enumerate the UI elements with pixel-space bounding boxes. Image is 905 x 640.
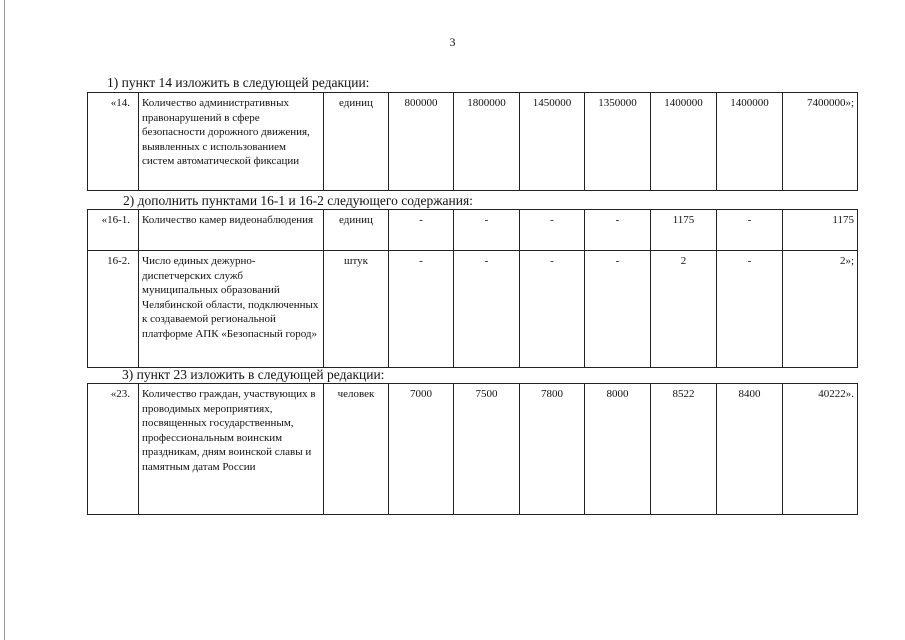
section-heading-1: 1) пункт 14 изложить в следующей редакции: (107, 75, 370, 90)
table-row-23 (88, 384, 858, 515)
row-unit: единиц (324, 210, 389, 251)
row-value-2: - (454, 251, 520, 368)
row-total: 40222». (783, 384, 858, 515)
row-unit: единиц (324, 93, 389, 191)
row-total: 1175 (783, 210, 858, 251)
table-row-16-1 (88, 210, 858, 251)
row-number: «14. (88, 93, 139, 191)
row-description: Число единых дежурно-диспетчерских служб муниципальных образований Челябинской области, подключенных к создаваемой региональной платформе АПК «Безопасный город» (139, 251, 324, 368)
section-heading-3: 3) пункт 23 изложить в следующей редакции: (122, 367, 385, 382)
row-value-6: 1400000 (717, 93, 783, 191)
section-heading-2: 2) дополнить пунктами 16-1 и 16-2 следующего содержания: (123, 193, 473, 208)
row-value-4: 1350000 (585, 93, 651, 191)
row-value-5: 1400000 (651, 93, 717, 191)
row-description: Количество камер видеонаблюдения (139, 210, 324, 251)
row-description: Количество административных правонарушений в сфере безопасности дорожного движения, выявленных с использованием систем автоматической фиксации (139, 93, 324, 191)
page-edge-line (4, 0, 5, 640)
section-table-2 (87, 209, 858, 368)
table-row-16-2 (88, 251, 858, 368)
section-table-1 (87, 92, 858, 191)
row-value-3: - (520, 251, 585, 368)
row-value-3: 7800 (520, 384, 585, 515)
row-value-1: - (389, 210, 454, 251)
page-number: 3 (449, 35, 456, 49)
row-value-2: 1800000 (454, 93, 520, 191)
row-value-2: - (454, 210, 520, 251)
row-value-4: 8000 (585, 384, 651, 515)
row-total: 7400000»; (783, 93, 858, 191)
row-value-6: - (717, 251, 783, 368)
row-unit: человек (324, 384, 389, 515)
row-description: Количество граждан, участвующих в проводимых мероприятиях, посвященных государственным, профессиональным воинским праздникам, дням воинской славы и памятным датам России (139, 384, 324, 515)
row-number: «23. (88, 384, 139, 515)
row-unit: штук (324, 251, 389, 368)
row-value-1: - (389, 251, 454, 368)
row-value-4: - (585, 210, 651, 251)
row-value-4: - (585, 251, 651, 368)
row-number: «16-1. (88, 210, 139, 251)
row-total: 2»; (783, 251, 858, 368)
row-value-1: 800000 (389, 93, 454, 191)
row-value-3: 1450000 (520, 93, 585, 191)
row-value-5: 2 (651, 251, 717, 368)
row-value-2: 7500 (454, 384, 520, 515)
row-value-1: 7000 (389, 384, 454, 515)
table-row-14 (88, 93, 858, 191)
section-table-3 (87, 383, 858, 515)
row-value-5: 8522 (651, 384, 717, 515)
row-value-6: - (717, 210, 783, 251)
row-value-5: 1175 (651, 210, 717, 251)
row-value-6: 8400 (717, 384, 783, 515)
row-value-3: - (520, 210, 585, 251)
row-number: 16-2. (88, 251, 139, 368)
